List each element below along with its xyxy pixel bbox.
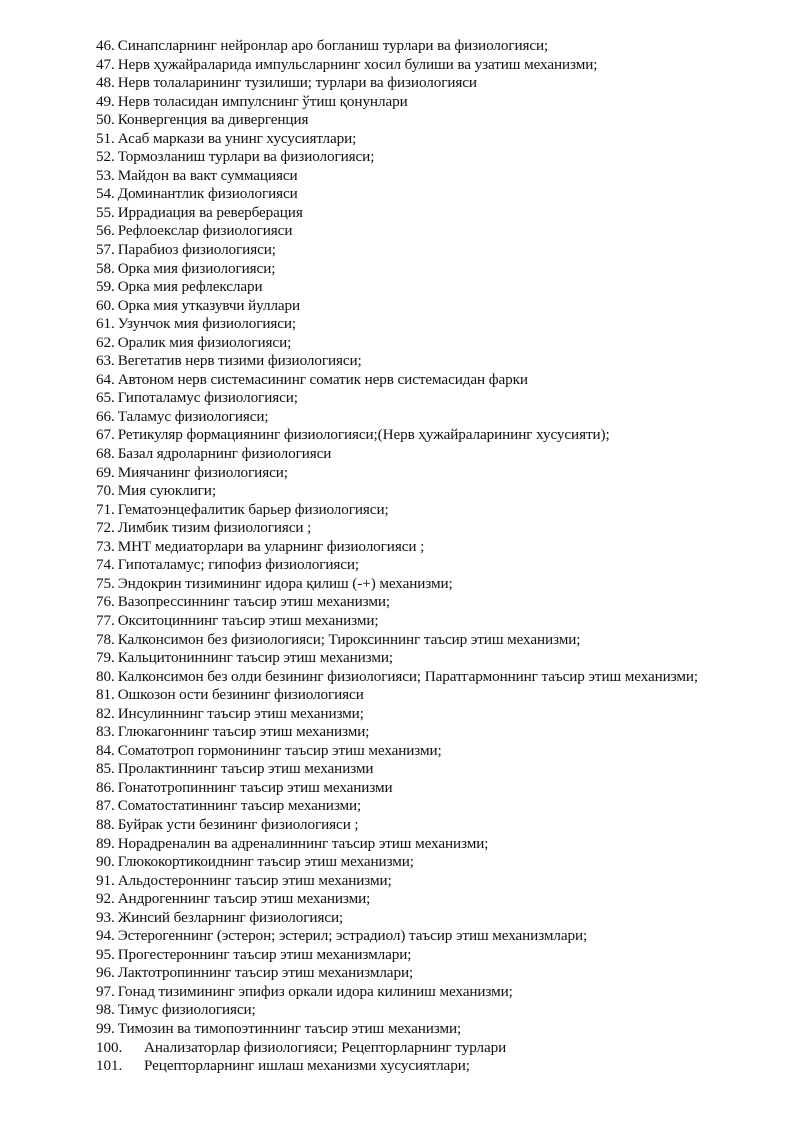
- item-text: Пролактиннинг таъсир этиш механизми: [117, 760, 374, 778]
- item-text: Орка мия утказувчи йуллари: [117, 296, 301, 314]
- list-item: [96, 297, 786, 316]
- item-number: 86.: [96, 778, 115, 796]
- item-number: 97.: [96, 982, 115, 1000]
- item-text: МНТ медиаторлари ва уларнинг физиологияси ;: [117, 537, 425, 555]
- item-number: 60.: [96, 296, 115, 314]
- item-number: 58.: [96, 259, 115, 277]
- item-number: 51.: [96, 129, 115, 147]
- list-item: [96, 538, 786, 557]
- list-item: [96, 389, 786, 408]
- item-number: 99.: [96, 1019, 115, 1037]
- item-text: Тимозин ва тимопоэтиннинг таъсир этиш механизми;: [117, 1019, 462, 1037]
- list-item: [96, 649, 786, 668]
- list-item: [96, 593, 786, 612]
- item-number: 48.: [96, 74, 115, 92]
- item-text: Синапсларнинг нейронлар аро богланиш турлари ва физиологияси;: [117, 37, 549, 54]
- item-text: Гонад тизимининг эпифиз оркали идора килиниш механизми;: [117, 982, 513, 1000]
- item-text: Жинсий безларнинг физиологияси;: [117, 908, 344, 926]
- item-number: 81.: [96, 686, 115, 704]
- item-number: 67.: [96, 426, 115, 444]
- item-number: 79.: [96, 649, 115, 667]
- list-item: [96, 222, 786, 241]
- list-item: [96, 167, 786, 186]
- list-item: [96, 760, 786, 779]
- list-item: [96, 1039, 786, 1058]
- item-number: 62.: [96, 333, 115, 351]
- item-text: Глюкагоннинг таъсир этиш механизми;: [117, 723, 370, 741]
- list-item: [96, 204, 786, 223]
- item-text: Калконсимон без физиологияси; Тироксиннинг таъсир этиш механизми;: [117, 630, 581, 648]
- list-item: [96, 890, 786, 909]
- item-text: Таламус физиологияси;: [117, 407, 269, 425]
- item-number: 74.: [96, 556, 115, 574]
- item-text: Гипоталамус физиологияси;: [117, 389, 298, 407]
- list-item: [96, 1057, 786, 1076]
- list-item: [96, 742, 786, 761]
- item-text: Нерв толаларининг тузилиши; турлари ва физиологияси: [117, 74, 477, 92]
- item-number: 64.: [96, 370, 115, 388]
- list-item: [96, 426, 786, 445]
- list-item: [96, 705, 786, 724]
- item-number: 82.: [96, 704, 115, 722]
- item-text: Калконсимон без олди безининг физиологияси; Паратгармоннинг таъсир этиш механизми;: [117, 667, 699, 685]
- list-item: [96, 111, 786, 130]
- item-number: 63.: [96, 352, 115, 370]
- list-item: [96, 853, 786, 872]
- item-number: 50.: [96, 111, 115, 129]
- item-text: Рецепторларнинг ишлаш механизми хусусиятлари;: [144, 1057, 470, 1075]
- item-number: 61.: [96, 315, 115, 333]
- item-number: 100.: [96, 1038, 123, 1056]
- list-item: [96, 872, 786, 891]
- item-text: Эндокрин тизимининг идора қилиш (-+) механизми;: [117, 574, 453, 592]
- item-text: Иррадиация ва реверберация: [117, 203, 303, 221]
- list-item: [96, 501, 786, 520]
- item-number: 73.: [96, 537, 115, 555]
- item-text: Вазопрессиннинг таъсир этиш механизми;: [117, 593, 390, 611]
- list-item: [96, 575, 786, 594]
- item-text: Гипоталамус; гипофиз физиологияси;: [117, 556, 360, 574]
- item-text: Норадреналин ва адреналиннинг таъсир этиш механизми;: [117, 834, 489, 852]
- list-item: [96, 983, 786, 1002]
- list-item: [96, 519, 786, 538]
- item-text: Орка мия физиологияси;: [117, 259, 276, 277]
- item-number: 92.: [96, 890, 115, 908]
- item-number: 76.: [96, 593, 115, 611]
- item-number: 56.: [96, 222, 115, 240]
- question-list: [96, 37, 786, 1076]
- item-text: Тимус физиологияси;: [117, 1001, 256, 1019]
- item-text: Эстерогеннинг (эстерон; эстерил; эстрадиол) таъсир этиш механизмлари;: [117, 927, 588, 945]
- item-text: Оралик мия физиологияси;: [117, 333, 292, 351]
- list-item: [96, 130, 786, 149]
- item-number: 85.: [96, 760, 115, 778]
- item-text: Автоном нерв системасининг соматик нерв системасидан фарки: [117, 370, 528, 388]
- item-text: Гонатотропиннинг таъсир этиш механизми: [117, 778, 393, 796]
- list-item: [96, 74, 786, 93]
- list-item: [96, 946, 786, 965]
- item-number: 101.: [96, 1057, 123, 1075]
- item-text: Узунчок мия физиологияси;: [117, 315, 297, 333]
- item-number: 83.: [96, 723, 115, 741]
- item-number: 90.: [96, 853, 115, 871]
- item-number: 55.: [96, 203, 115, 221]
- item-text: Прогестероннинг таъсир этиш механизмлари;: [117, 945, 412, 963]
- item-number: 59.: [96, 278, 115, 296]
- list-item: [96, 927, 786, 946]
- item-text: Нерв толасидан импулснинг ўтиш қонунлари: [117, 92, 408, 110]
- list-item: [96, 797, 786, 816]
- item-number: 57.: [96, 241, 115, 259]
- item-number: 89.: [96, 834, 115, 852]
- list-item: [96, 241, 786, 260]
- item-text: Гематоэнцефалитик барьер физиологияси;: [117, 500, 389, 518]
- list-item: [96, 464, 786, 483]
- item-number: 77.: [96, 611, 115, 629]
- list-item: [96, 1020, 786, 1039]
- list-item: [96, 334, 786, 353]
- list-item: [96, 779, 786, 798]
- item-text: Соматостатиннинг таъсир механизми;: [117, 797, 362, 815]
- list-item: [96, 668, 786, 687]
- list-item: [96, 56, 786, 75]
- list-item: [96, 816, 786, 835]
- item-text: Ошкозон ости безининг физиологияси: [117, 686, 364, 704]
- list-item: [96, 315, 786, 334]
- item-text: Парабиоз физиологияси;: [117, 241, 276, 259]
- item-number: 75.: [96, 574, 115, 592]
- list-item: [96, 482, 786, 501]
- item-number: 47.: [96, 55, 115, 73]
- item-number: 53.: [96, 166, 115, 184]
- list-item: [96, 278, 786, 297]
- list-item: [96, 93, 786, 112]
- item-text: Анализаторлар физиологияси; Рецепторларнинг турлари: [144, 1038, 507, 1056]
- list-item: [96, 371, 786, 390]
- item-number: 52.: [96, 148, 115, 166]
- list-item: [96, 445, 786, 464]
- item-number: 87.: [96, 797, 115, 815]
- item-text: Соматотроп гормонининг таъсир этиш механизми;: [117, 741, 442, 759]
- item-number: 78.: [96, 630, 115, 648]
- item-number: 54.: [96, 185, 115, 203]
- list-item: [96, 37, 786, 56]
- item-text: Тормозланиш турлари ва физиологияси;: [117, 148, 375, 166]
- item-text: Буйрак усти безининг физиологияси ;: [117, 815, 359, 833]
- item-number: 93.: [96, 908, 115, 926]
- item-text: Нерв ҳужайраларида импульсларнинг хосил булиши ва узатиш механизми;: [117, 55, 598, 73]
- list-item: [96, 148, 786, 167]
- item-text: Окситоциннинг таъсир этиш механизми;: [117, 611, 379, 629]
- item-text: Мия суюклиги;: [117, 482, 216, 500]
- list-item: [96, 909, 786, 928]
- item-number: 95.: [96, 945, 115, 963]
- list-item: [96, 352, 786, 371]
- list-item: [96, 612, 786, 631]
- list-item: [96, 1001, 786, 1020]
- list-item: [96, 260, 786, 279]
- list-item: [96, 835, 786, 854]
- item-number: 71.: [96, 500, 115, 518]
- item-number: 72.: [96, 519, 115, 537]
- item-text: Кальцитониннинг таъсир этиш механизми;: [117, 649, 394, 667]
- item-text: Конвергенция ва дивергенция: [117, 111, 309, 129]
- list-item: [96, 185, 786, 204]
- list-item: [96, 556, 786, 575]
- item-text: Лимбик тизим физиологияси ;: [117, 519, 312, 537]
- list-item: [96, 964, 786, 983]
- item-text: Глюкокортикоиднинг таъсир этиш механизми;: [117, 853, 414, 871]
- item-number: 80.: [96, 667, 115, 685]
- item-text: Майдон ва вакт суммацияси: [117, 166, 298, 184]
- item-number: 88.: [96, 815, 115, 833]
- item-number: 94.: [96, 927, 115, 945]
- item-text: Ретикуляр формациянинг физиологияси;(Нерв ҳужайраларининг хусусияти);: [117, 426, 610, 444]
- item-number: 46.: [96, 37, 115, 54]
- item-number: 66.: [96, 407, 115, 425]
- item-text: Вегетатив нерв тизими физиологияси;: [117, 352, 362, 370]
- item-text: Рефлоекслар физиологияси: [117, 222, 293, 240]
- item-number: 68.: [96, 445, 115, 463]
- item-text: Доминантлик физиологияси: [117, 185, 298, 203]
- item-number: 98.: [96, 1001, 115, 1019]
- list-item: [96, 631, 786, 650]
- item-text: Андрогеннинг таъсир этиш механизми;: [117, 890, 371, 908]
- item-number: 49.: [96, 92, 115, 110]
- list-item: [96, 408, 786, 427]
- item-number: 96.: [96, 964, 115, 982]
- item-text: Базал ядроларнинг физиологияси: [117, 445, 332, 463]
- item-text: Миячанинг физиологияси;: [117, 463, 288, 481]
- list-item: [96, 686, 786, 705]
- item-number: 70.: [96, 482, 115, 500]
- item-number: 69.: [96, 463, 115, 481]
- item-text: Инсулиннинг таъсир этиш механизми;: [117, 704, 364, 722]
- item-text: Орка мия рефлекслари: [117, 278, 263, 296]
- item-text: Асаб маркази ва унинг хусусиятлари;: [117, 129, 357, 147]
- item-text: Лактотропиннинг таъсир этиш механизмлари;: [117, 964, 414, 982]
- item-number: 91.: [96, 871, 115, 889]
- list-item: [96, 723, 786, 742]
- item-number: 84.: [96, 741, 115, 759]
- item-text: Альдостероннинг таъсир этиш механизми;: [117, 871, 392, 889]
- item-number: 65.: [96, 389, 115, 407]
